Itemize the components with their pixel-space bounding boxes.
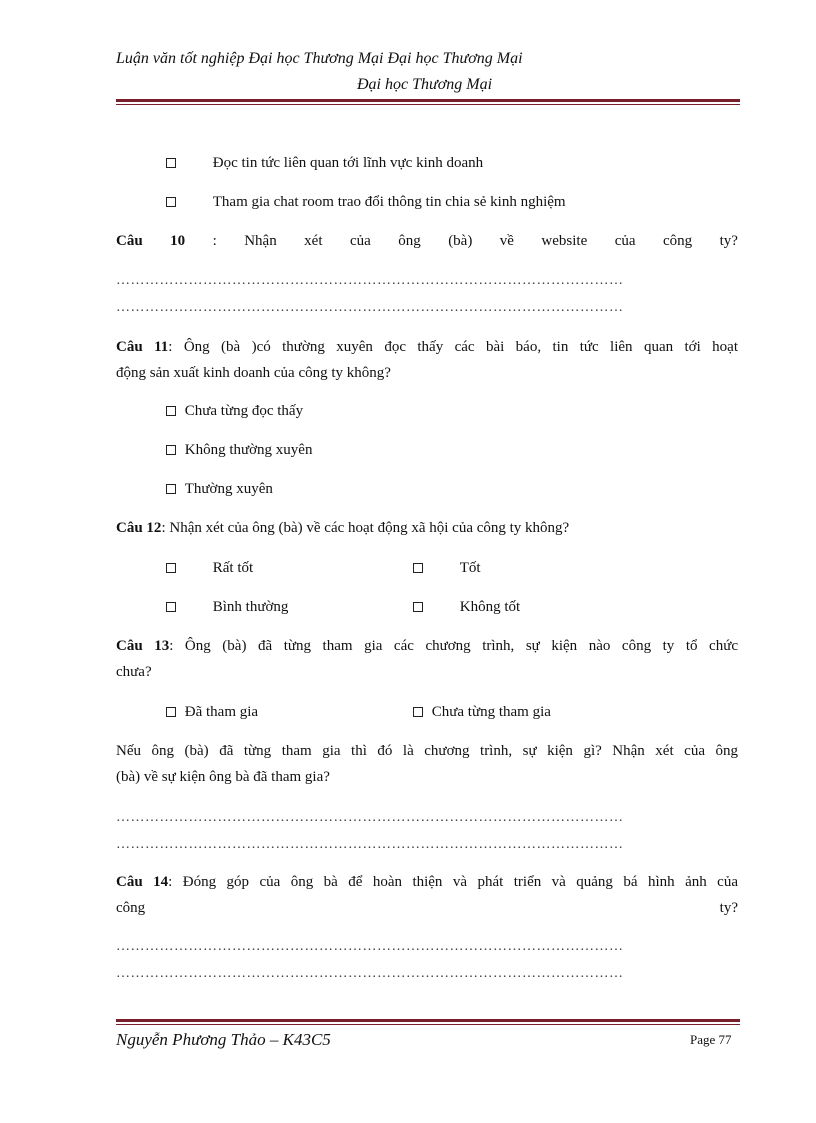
q11-label: Câu 11 xyxy=(116,339,169,355)
q14-text-2-left: công xyxy=(116,900,146,916)
q10-word: ông xyxy=(398,233,421,249)
q9-option-1-label: Đọc tin tức liên quan tới lĩnh vực kinh doanh xyxy=(212,155,484,171)
q12-question xyxy=(116,520,569,537)
q10-answer-line-2[interactable]: …………………………………………………………………………………………… xyxy=(116,300,624,315)
q10-question xyxy=(116,233,738,250)
q14-text-1: : Đóng góp của ông bà để hoàn thiện và phát triển và quảng bá hình ảnh của xyxy=(168,874,738,890)
q9-option-2-label: Tham gia chat room trao đổi thông tin chia sẻ kinh nghiệm xyxy=(212,194,566,210)
page-number: Page 77 xyxy=(690,1032,732,1047)
q12-option-4-label: Không tốt xyxy=(459,599,521,615)
q12-option-3-label: Bình thường xyxy=(212,599,289,615)
q11-option-1-label: Chưa từng đọc thấy xyxy=(184,403,304,419)
q11-option-3[interactable] xyxy=(166,481,273,498)
q14-text-2-right: ty? xyxy=(719,900,738,916)
q13-answer-line-1[interactable]: …………………………………………………………………………………………… xyxy=(116,810,624,825)
q10-word: Câu xyxy=(116,233,143,249)
q10-word: của xyxy=(614,233,636,249)
q12-option-1-label: Rất tốt xyxy=(212,560,254,576)
q10-word: xét xyxy=(304,233,323,249)
footer-author: Nguyễn Phương Thảo – K43C5 xyxy=(116,1030,331,1049)
q10-word: về xyxy=(499,233,514,249)
q11-option-1[interactable] xyxy=(166,403,303,420)
q9-option-2[interactable] xyxy=(166,194,566,211)
q12-option-2-label: Tốt xyxy=(459,560,481,576)
q12-option-4[interactable] xyxy=(413,599,520,616)
header-subtitle: Đại học Thương Mại xyxy=(357,76,493,93)
q14-answer-line-1[interactable]: …………………………………………………………………………………………… xyxy=(116,939,624,954)
checkbox-icon[interactable] xyxy=(166,406,176,416)
q12-text: : Nhận xét của ông (bà) về các hoạt động xã hội của công ty không? xyxy=(161,520,570,536)
q10-word: ty? xyxy=(719,233,738,249)
checkbox-icon[interactable] xyxy=(166,197,176,207)
q14-question-line-2 xyxy=(116,900,738,917)
q10-word: công xyxy=(662,233,693,249)
q13-label: Câu 13 xyxy=(116,638,170,654)
checkbox-icon[interactable] xyxy=(166,563,176,573)
q13-option-2-label: Chưa từng tham gia xyxy=(431,704,551,720)
q14-label: Câu 14 xyxy=(116,874,169,890)
q11-text-1: : Ông (bà )có thường xuyên đọc thấy các bài báo, tin tức liên quan tới hoạt xyxy=(168,339,738,355)
q14-answer-line-2[interactable]: …………………………………………………………………………………………… xyxy=(116,966,624,981)
q13-followup-line-1: Nếu ông (bà) đã từng tham gia thì đó là chương trình, sự kiện gì? Nhận xét của ông xyxy=(116,743,738,759)
q10-word: Nhận xyxy=(244,233,277,249)
q13-option-2[interactable] xyxy=(413,704,551,721)
q10-answer-line-1[interactable]: …………………………………………………………………………………………… xyxy=(116,273,624,288)
footer-rule-thick xyxy=(116,1019,740,1022)
q11-option-3-label: Thường xuyên xyxy=(184,481,273,497)
q13-question-line-2: chưa? xyxy=(116,664,152,680)
q9-option-1[interactable] xyxy=(166,155,483,172)
checkbox-icon[interactable] xyxy=(413,707,423,717)
q10-word: website xyxy=(541,233,588,249)
checkbox-icon[interactable] xyxy=(166,158,176,168)
header-rule-thick xyxy=(116,99,740,102)
q13-followup-line-2: (bà) về sự kiện ông bà đã tham gia? xyxy=(116,769,330,785)
q10-word: của xyxy=(349,233,371,249)
header-rule-thin xyxy=(116,104,740,105)
q12-option-2[interactable] xyxy=(413,560,481,577)
q13-option-1-label: Đã tham gia xyxy=(184,704,259,720)
q11-option-2-label: Không thường xuyên xyxy=(184,442,313,458)
q12-option-1[interactable] xyxy=(166,560,253,577)
q10-word: 10 xyxy=(170,233,186,249)
q12-label: Câu 12 xyxy=(116,520,162,536)
checkbox-icon[interactable] xyxy=(166,707,176,717)
q11-question-line-2: động sản xuất kinh doanh của công ty không? xyxy=(116,365,391,381)
q10-word: (bà) xyxy=(448,233,473,249)
q13-answer-line-2[interactable]: …………………………………………………………………………………………… xyxy=(116,837,624,852)
q13-text-1: : Ông (bà) đã từng tham gia các chương trình, sự kiện nào công ty tổ chức xyxy=(169,638,738,654)
checkbox-icon[interactable] xyxy=(166,445,176,455)
q12-option-3[interactable] xyxy=(166,599,288,616)
q13-option-1[interactable] xyxy=(166,704,258,721)
checkbox-icon[interactable] xyxy=(413,563,423,573)
checkbox-icon[interactable] xyxy=(166,602,176,612)
q14-question-line-1 xyxy=(116,874,738,891)
q13-question-line-1 xyxy=(116,638,738,655)
checkbox-icon[interactable] xyxy=(413,602,423,612)
checkbox-icon[interactable] xyxy=(166,484,176,494)
q11-option-2[interactable] xyxy=(166,442,312,459)
q10-word: : xyxy=(212,233,217,249)
q11-question-line-1 xyxy=(116,339,738,356)
footer-rule-thin xyxy=(116,1024,740,1025)
header-title: Luận văn tốt nghiệp Đại học Thương Mại Đại học Thương Mại xyxy=(116,50,523,67)
